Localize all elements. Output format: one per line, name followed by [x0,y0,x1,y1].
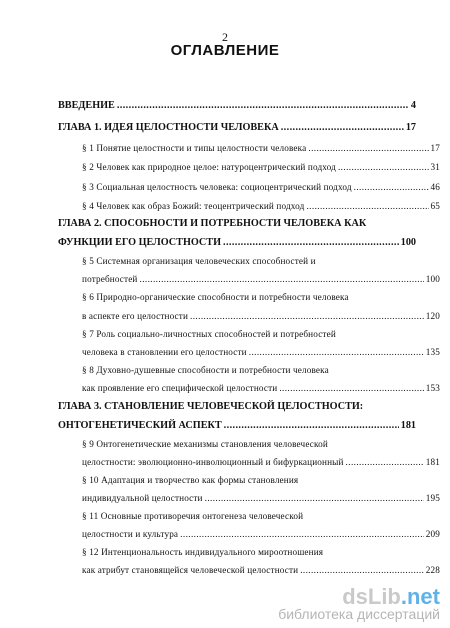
toc-entry-title: как проявление его специфической целостности [82,383,278,393]
toc-entry-title: целостности и культура [82,529,179,539]
page-title: ОГЛАВЛЕНИЕ [170,42,280,59]
toc-entry-title: ГЛАВА 1. ИДЕЯ ЦЕЛОСТНОСТИ ЧЕЛОВЕКА [58,122,279,133]
toc-leader-dots [117,100,409,112]
toc-entry-title: индивидуальной целостности [82,493,203,503]
toc-entry-title: § 9 Онтогенетические механизмы становления человеческой [82,439,328,449]
toc-entry-title: § 8 Духовно-душевные способности и потребности человека [82,365,329,375]
toc-entry-title: § 7 Роль социально-личностных способностей и потребностей [82,329,336,339]
toc-entry [58,564,440,576]
toc-leader-dots [300,564,424,576]
toc-entry-page: 181 [400,420,416,431]
toc-leader-dots [180,528,424,540]
toc-entry-title: ФУНКЦИИ ЕГО ЦЕЛОСТНОСТИ [58,237,221,248]
toc-leader-dots [140,273,424,285]
toc-entry-title: § 11 Основные противоречия онтогенеза человеческой [82,511,304,521]
toc-leader-dots [249,346,424,358]
toc-entry-page: 120 [425,311,440,321]
toc-entry-title: § 1 Понятие целостности и типы целостности человека [82,143,307,153]
toc-leader-dots [308,142,428,154]
toc-entry [58,142,440,154]
toc-entry [58,122,416,134]
toc-entry-title: как атрибут становящейся человеческой целостности [82,565,299,575]
toc-entry [58,420,416,432]
toc-entry-title: в аспекте его целостности [82,311,189,321]
toc-entry [58,492,440,504]
watermark [278,584,440,622]
toc-leader-dots [205,492,424,504]
toc-entry-page: 135 [425,347,440,357]
toc-entry-page: 181 [425,457,440,467]
toc-leader-dots [346,456,424,468]
toc-entry-title: § 12 Интенциональность индивидуального мироотношения [82,547,324,557]
toc-entry-page: 209 [425,529,440,539]
toc-entry-page: 100 [425,274,440,284]
toc-entry-title: § 4 Человек как образ Божий: теоцентрический подход [82,201,305,211]
toc-entry-title: целостности: эволюционно-инволюционный и бифуркационный [82,457,344,467]
toc-entry [58,273,440,285]
watermark-subtitle: библиотека диссертаций [278,606,440,622]
toc-entry-title: человека в становлении его целостности [82,347,247,357]
toc-leader-dots [338,161,429,173]
toc-entry-page: 65 [430,201,440,211]
toc-entry-title: § 2 Человек как природное целое: натуроцентрический подход [82,162,336,172]
toc-entry-title: § 3 Социальная целостность человека: социоцентрический подход [82,182,352,192]
toc-entry [58,181,440,193]
toc-entry-page: 195 [425,493,440,503]
toc-entry-title: ВВЕДЕНИЕ [58,100,115,111]
toc-entry-title: ГЛАВА 3. СТАНОВЛЕНИЕ ЧЕЛОВЕЧЕСКОЙ ЦЕЛОСТНОСТИ: [58,401,364,412]
toc-entry [58,382,440,394]
toc-leader-dots [224,420,399,432]
toc-entry-page: 153 [425,383,440,393]
toc-entry [58,310,440,322]
toc-entry [58,237,416,249]
toc-entry-title: § 5 Системная организация человеческих способностей и [82,256,316,266]
toc-entry-page: 17 [405,122,416,133]
page-number: 2 [222,30,228,44]
toc-entry-page: 17 [430,143,440,153]
toc-entry-page: 46 [430,182,440,192]
toc-entry-page: 31 [430,162,440,172]
toc-entry [58,528,440,540]
toc-entry [58,200,440,212]
toc-entry [58,161,440,173]
toc-entry-title: ОНТОГЕНЕТИЧЕСКИЙ АСПЕКТ [58,420,222,431]
toc-leader-dots [281,122,404,134]
toc-entry-title: ГЛАВА 2. СПОСОБНОСТИ И ПОТРЕБНОСТИ ЧЕЛОВЕКА КАК [58,218,367,229]
toc-entry-title: потребностей [82,274,138,284]
toc-entry [58,456,440,468]
toc-entry-page: 100 [400,237,416,248]
toc-leader-dots [354,181,429,193]
toc-leader-dots [190,310,424,322]
toc-entry-title: § 10 Адаптация и творчество как формы становления [82,475,299,485]
toc-entry [58,346,440,358]
toc-leader-dots [306,200,428,212]
toc-leader-dots [223,237,399,249]
toc-entry [58,100,416,112]
toc-entry-page: 4 [410,100,416,111]
toc-entry-title: § 6 Природно-органические способности и потребности человека [82,292,349,302]
toc-entry-page: 228 [425,565,440,575]
watermark-logo: dsLib.net [342,584,440,609]
toc-leader-dots [279,382,423,394]
